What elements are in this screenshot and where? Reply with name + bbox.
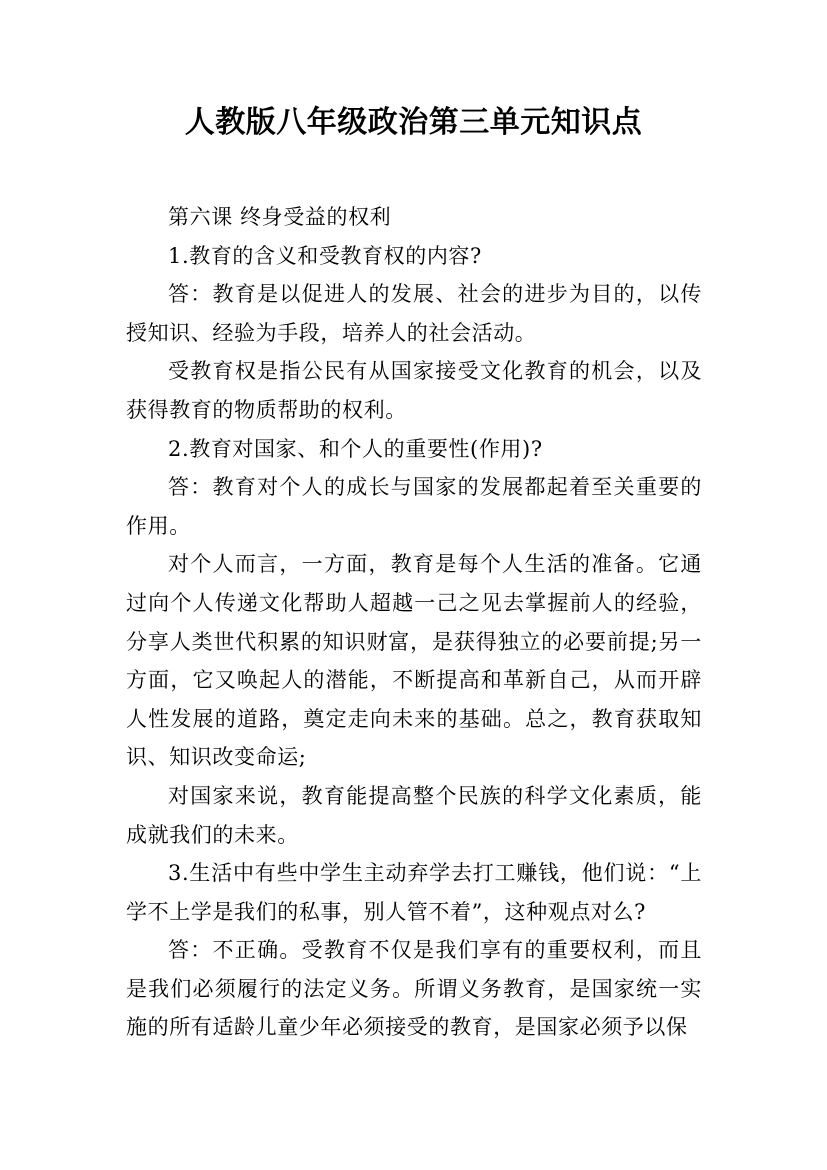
answer-2-paragraph: 答：教育对个人的成长与国家的发展都起着至关重要的作用。 [126,475,702,538]
answer-2-paragraph: 对国家来说，教育能提高整个民族的科学文化素质，能成就我们的未来。 [126,783,702,847]
question-2: 2.教育对国家、和个人的重要性(作用)? [168,436,543,461]
answer-1-paragraph: 答：教育是以促进人的发展、社会的进步为目的，以传授知识、经验为手段，培养人的社会活动。 [126,282,702,345]
answer-3-paragraph: 答：不正确。受教育不仅是我们享有的重要权利，而且是我们必须履行的法定义务。所谓义务教育，是国家统一实施的所有适龄儿童少年必须接受的教育，是国家必须予以保 [126,938,702,1040]
question-3: 3.生活中有些中学生主动弃学去打工赚钱，他们说：“上学不上学是我们的私事，别人管不着”，这种观点对么? [126,861,702,924]
answer-1-paragraph: 受教育权是指公民有从国家接受文化教育的机会，以及获得教育的物质帮助的权利。 [126,359,702,422]
answer-2-paragraph: 对个人而言，一方面，教育是每个人生活的准备。它通过向个人传递文化帮助人超越一己之见去掌握前人的经验，分享人类世代积累的知识财富，是获得独立的必要前提;另一方面，它又唤起人的潜能，不断提高和革新自己，从而开辟人性发展的道路，奠定走向未来的基础。总之，教育获取知识、知识改变命运; [126,552,702,770]
lesson-heading: 第六课 终身受益的权利 [168,205,392,229]
document-title: 人教版八年级政治第三单元知识点 [184,105,643,140]
document-body [126,198,702,1047]
question-1: 1.教育的含义和受教育权的内容? [168,243,482,268]
